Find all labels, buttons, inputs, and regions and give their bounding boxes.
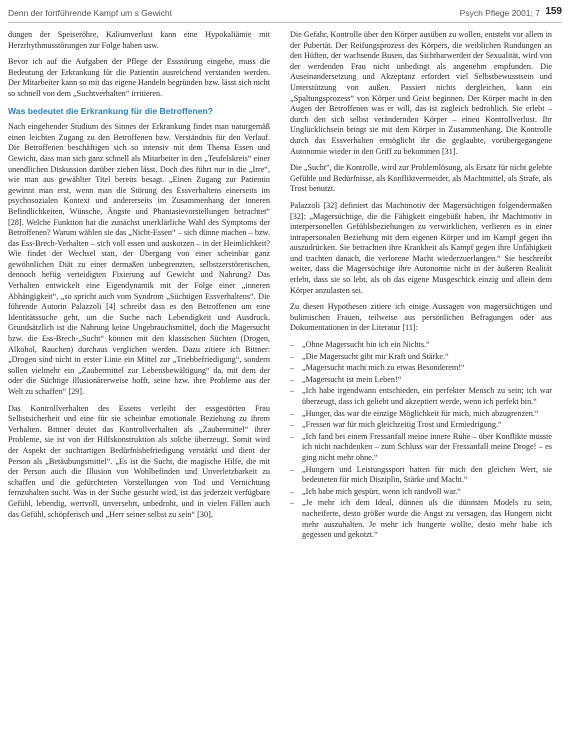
page-number: 159 [545, 6, 562, 17]
right-column [290, 30, 552, 542]
paragraph: Die Gefahr, Kontrolle über den Körper ausüben zu wollen, entsteht vor allem in der Pubertät. Der Reifungsprozess des Körpers, die weiblichen Rundungen an den Hüften, der wachsende Busen, das Sichtbarwerden der Sexualität, wird von der werdenden Frau nicht unbedingt als angenehm empfunden. Die Auseinandersetzung und Akzeptanz erfordert viel Selbstbewusstsein und Unterstützung von außen. Passiert nichts dergleichen, kann ein „Spaltungsprozess“ von Körper und Geist beginnen. Der Körper macht in den Augen der Betroffenen was er will, das ist zugleich bedrohlich. Sie erlebt – durch den sich selbst verändernden Körper – einen Kontrollverlust. Ihr Unglücklichsein bringt sie mit dem Körper in Zusammenhang. Die Kontrolle durch das Essverhalten ermöglicht ihr die geglaubte, vorübergegangene Autonomie wieder in den Griff zu bekommen [31]. [290, 30, 552, 156]
left-column [8, 30, 270, 526]
paragraph: Zu diesen Hypothesen zitiere ich einige Aussagen von magersüchtigen und bulimischen Frauen, teilweise aus persönlichen Befragungen oder aus Dokumentationen in der Literatur [11]: [290, 302, 552, 333]
quote-item: – „Je mehr ich dem Ideal, dünnen als die dünnsten Models zu sein, nacheiferte, desto größer wurde die Angst zu versagen, das Hungern nicht mehr auszuhalten. Je mehr ich hungerte wollte, desto mehr habe ich gegessen und gekotzt.“ [290, 498, 552, 540]
journal-citation: Psych Pflege 2001; 7 [459, 8, 540, 18]
paragraph: Palazzoli [32] definiert das Machtmotiv der Magersüchtigen folgendermaßen [32]: „Magersüchtige, die die Fähigkeit eingebüßt haben, ihr Machtmotiv in interpersonellen Gefühlsbeziehungen zu verwirklichen, verlieren es in einer intrapersonalen Beziehung mit dem eigenen Körper und im Kampf gegen ihn auszudrücken. Sie betrachten ihre Krankheit als Kampf gegen ihre Unfähigkeit und trachten danach, die verlorene Macht wiederzuerlangen.“ Sie beschreibt weiter, dass die Magersüchtige ihre Autonomie nicht in der äußeren Realität erlebt, dass sie so lebt, als ob das eigene Musgeschick einzig und allein dem Körper anzulasten sei. [290, 200, 552, 295]
quote-list [290, 340, 552, 541]
paragraph: Bevor ich auf die Aufgaben der Pflege der Essstörung eingehe, muss die Bedeutung der Erkrankung für die Patientin ausreichend verstanden werden. Der Mitarbeiter kann so mit das eigene Handeln begründen bzw. lässt sich nicht so schnell von dem „Suchtverhalten“ irritieren. [8, 57, 270, 98]
quote-item: – „Ich habe irgendwann entschieden, ein perfekter Mensch zu sein; ich war überzeugt, dass ich geliebt und akzeptiert werde, wenn ich perfekt bin.“ [290, 386, 552, 407]
quote-item: – „Ich habe mich gespürt, wenn ich randvoll war.“ [290, 487, 552, 498]
quote-item: – „Magersucht macht mich zu etwas Besonderem!“ [290, 363, 552, 374]
quote-item: – „Hungern und Leistungssport hatten für mich den gleichen Wert, sie bedeuteten für mich Disziplin, Stärke und Macht.“ [290, 465, 552, 486]
quote-item: – „Fressen war für mich gleichzeitig Trost und Ermiedrigung.“ [290, 420, 552, 431]
header-rule [8, 22, 562, 23]
quote-item: – „Die Magersucht gibt mir Kraft und Stärke.“ [290, 352, 552, 363]
quote-item: – „Ich fand bei einem Fressanfall meine innere Ruhe – über Konflikte musste ich nicht nachdenken – zum Schluss war der Fressanfall meine Droge! – es ging nicht mehr ohne.“ [290, 432, 552, 464]
paragraph: dungen der Speiseröhre, Kaliumverlust kann eine Hypokaliämie mit Herzrhythmusstörungen zur Folge haben usw. [8, 30, 270, 50]
paragraph: Die „Sucht“, die Kontrolle, wird zur Problemlösung, als Ersatz für nicht gelebte Gefühle und Bedürfnisse, als Konfliktvermeider, als Machtmittel, als Strafe, als Trost benutzt. [290, 163, 552, 194]
paragraph: Nach eingehender Studium des Sinnes der Erkrankung findet man naturgemäß einen leichten Zugang zu den Betroffenen bzw. Verständnis für den Verlauf. Die Betroffenen beschäftigen sich so intensiv mit dem Thema Essen und Gewicht, dass man sich ganz schnell als Mitarbeiter in den „Teufelskreis“ einer unendlichen Diskussion darüber ziehen lässt. Doch dies führt nur in die „Irre“, wie man aus gewählter Titel bereits besagt. „Einen Zugang zur Patientin gewinnt man erst, wenn man die Störung des Essverhaltens einerseits im psychosozialen Kontext und andererseits im Zusammenhang der inneren Befindlichkeiten, Wünsche, Ängste und Phantasievorstellungen betrachtet“ [28]. Welche Funktion hat die zunächst unerklärliche Wahl des Symptoms der Betroffenen? Warum wählen sie das „Nicht-Essen“ – sich dünne machen – bzw. das Ess-Brech-Verhalten – sich voll essen und auskotzen – in der Heimlichkeit? Wie findet der Wechsel statt, der Übergang von einer scheinbar ganz gewöhnlichen Diät zu einer dermaßen unbegrenzten, selbstzerstörerischen, dennoch heftig verteidigten Fixierung auf Gewicht und Nahrung? Das Verhalten entwickelt eine Eigendynamik mit der Folge einer „inneren Abhängigkeit“, „so spricht auch vom Syndrom „Süchtigen Essverhaltens“. Die führende Autorin Palazzoli [4] schreibt dass es den Betroffenen um eine Identitätssuche geht, um die Suche nach Lebendigkeit und Ausdruck. Grundsätzlich ist die Nahrung keine Ungebrauchsmittel, doch die Magersucht bzw. die Ess-Brech-„Sucht“ können mit den klassischen Süchten (Drogen, Alkohol, Rauchen) durchaus verglichen werden. Dazu zitiere ich Bittner: „Drogen sind nicht in erster Linie ein Mittel zur „Triebbefriedigung“, sondern sollen vielmehr ein „Zaubermittel zur Lebensbewältigung“ da, mit dem der oder die Süchtige illusionärerweise hofft, seine bzw. ihre Probleme aus der Welt zu schaffen“ [29]. [8, 122, 270, 396]
section-heading: Was bedeutet die Erkrankung für die Betroffenen? [8, 105, 214, 116]
quote-item: – „Ohne Magersucht bin ich ein Nichts.“ [290, 340, 552, 351]
quote-item: – „Magersucht ist mein Leben!“ [290, 375, 552, 386]
quote-item: – „Hunger, das war die einzige Möglichkeit für mich, mich abzugrenzen.“ [290, 409, 552, 420]
running-title: Denn der fortführende Kampf um s Gewicht [8, 8, 172, 18]
paragraph: Das Kontrollverhalten des Essens verleiht der essgestörten Frau Selbstsicherheit und eine für sie scheinbar emotionale Beziehung zu ihrem Verhalten. Bittner deutet das Kontrollverhalten als „Zaubermittel“ ihrer Probleme, sie ist von der Hilfskonstruktion als solche überzeugt. Somit wird der Aspekt der suchtartigen Bedürfnisbefriedigung verstärkt und dient der Person als „Betäubungsmittel“. „Es ist die Sucht, die magische Hilfe, die mit der Person auch die Illusion von Wohlbefinden und Unverletzbarkeit zu schaffen und die gefürchteten Vorstellungen von Tod und Vernichtung fernzuhalten sucht. Was in der Suche gesucht wird, ist das jederzeit verfügbare Gefühl, lebendig, wertvoll, unversehrt, unbedroht, und in vielen Fällen auch das Gefühl, schöpferisch und „Herr seiner selbst zu sein“ [30]. [8, 403, 270, 519]
